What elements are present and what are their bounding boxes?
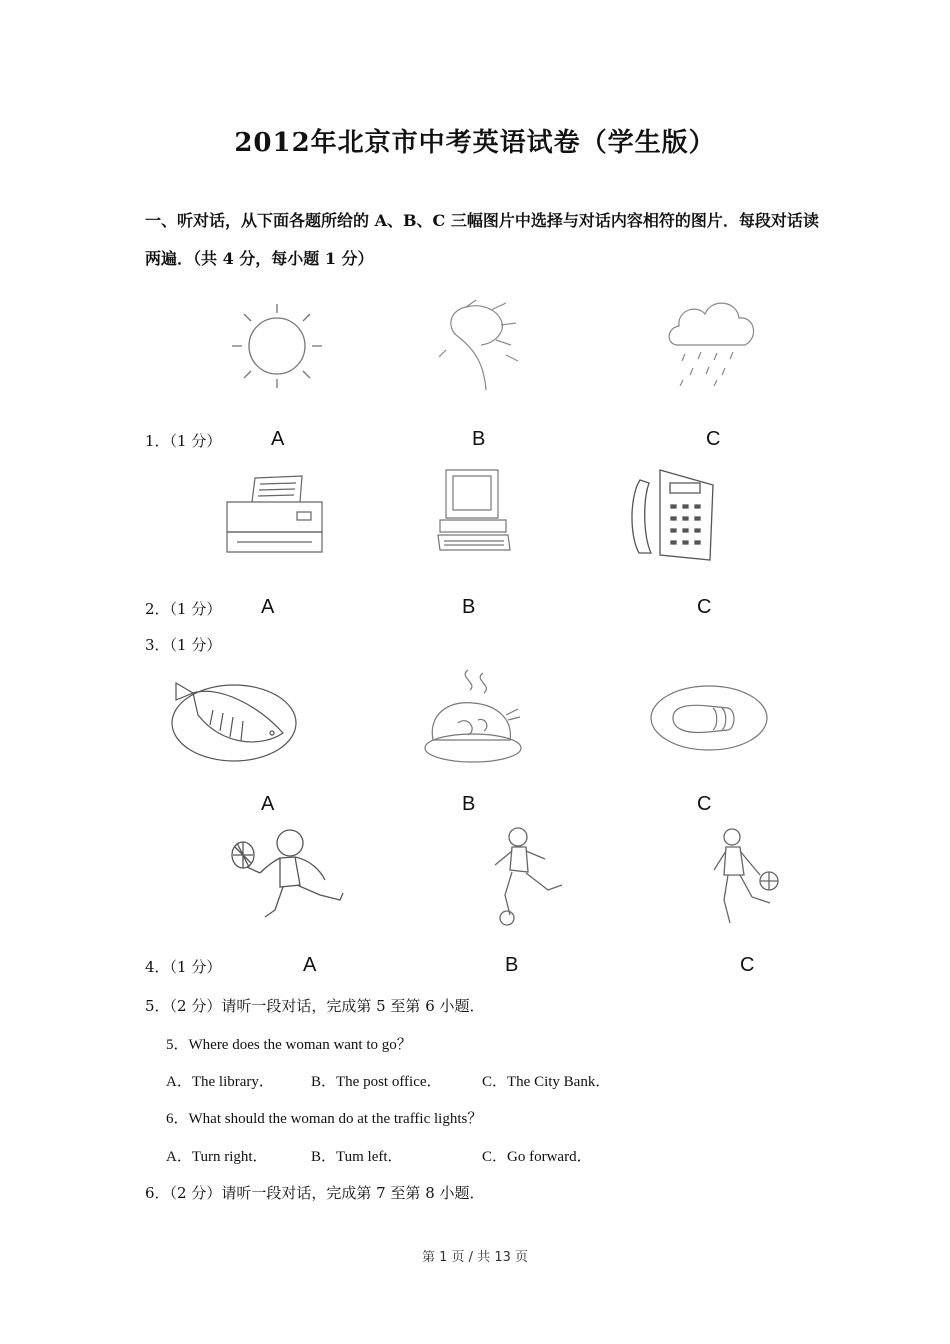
- sub5-option-c[interactable]: C．The City Bank．: [482, 1074, 611, 1090]
- q2-option-c[interactable]: C: [697, 596, 712, 618]
- q3-option-b[interactable]: B: [462, 793, 476, 815]
- basketball-player-icon[interactable]: [702, 825, 787, 927]
- q1-option-c[interactable]: C: [706, 428, 721, 450]
- rain-cloud-icon[interactable]: [663, 290, 763, 390]
- sub5-option-a[interactable]: A．The library．: [166, 1074, 274, 1090]
- page-footer: 第 1 页 / 共 13 页: [422, 1250, 528, 1265]
- section-instructions: 一、听对话，从下面各题所给的 A、B、C 三幅图片中选择与对话内容相符的图片．每段对话读两遍．（共 4 分，每小题 1 分）: [145, 211, 819, 268]
- q3-option-a[interactable]: A: [261, 793, 275, 815]
- sub6-option-b[interactable]: B．Tum left．: [311, 1149, 403, 1165]
- fish-plate-icon[interactable]: [168, 665, 300, 767]
- sub6-option-a[interactable]: A．Turn right．: [166, 1149, 268, 1165]
- question-2-number: 2．（1 分）: [145, 600, 222, 618]
- q2-option-a[interactable]: A: [261, 596, 275, 618]
- question-1-number: 1．（1 分）: [145, 432, 222, 450]
- sub6-option-c[interactable]: C．Go forward．: [482, 1149, 592, 1165]
- q4-option-b[interactable]: B: [505, 954, 519, 976]
- q1-option-a[interactable]: A: [271, 428, 285, 450]
- football-player-icon[interactable]: [480, 825, 580, 927]
- sub-question-6: 6．What should the woman do at the traffic lights？: [166, 1111, 483, 1127]
- question-3-number: 3．（1 分）: [145, 636, 222, 654]
- windy-tree-icon[interactable]: [436, 295, 526, 395]
- computer-icon[interactable]: [436, 465, 516, 560]
- question-6-number: 6．（2 分）请听一段对话，完成第 7 至第 8 小题．: [145, 1184, 485, 1202]
- sun-icon[interactable]: [222, 300, 332, 390]
- page-title: 2012年北京市中考英语试卷（学生版）: [234, 128, 716, 158]
- q3-option-c[interactable]: C: [697, 793, 712, 815]
- tennis-player-icon[interactable]: [225, 825, 350, 927]
- sub-question-5: 5．Where does the woman want to go？: [166, 1037, 412, 1053]
- bread-plate-icon[interactable]: [648, 680, 770, 755]
- q4-option-c[interactable]: C: [740, 954, 755, 976]
- q1-option-b[interactable]: B: [472, 428, 486, 450]
- question-5-number: 5．（2 分）请听一段对话，完成第 5 至第 6 小题．: [145, 997, 485, 1015]
- printer-icon[interactable]: [222, 472, 327, 557]
- q2-option-b[interactable]: B: [462, 596, 476, 618]
- telephone-icon[interactable]: [625, 465, 720, 565]
- question-4-number: 4．（1 分）: [145, 958, 222, 976]
- q4-option-a[interactable]: A: [303, 954, 317, 976]
- sub5-option-b[interactable]: B．The post office．: [311, 1074, 442, 1090]
- roast-chicken-icon[interactable]: [418, 665, 528, 767]
